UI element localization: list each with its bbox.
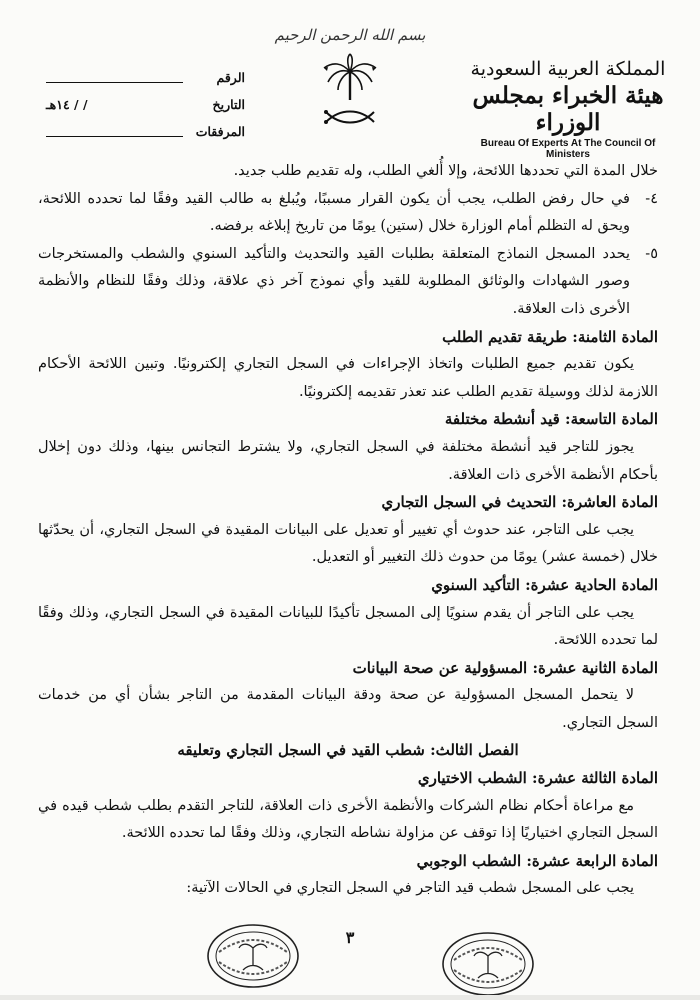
article-12-title: المادة الثانية عشرة: المسؤولية عن صحة البيانات bbox=[352, 658, 658, 677]
letter-meta bbox=[40, 64, 245, 145]
article-10-title: المادة العاشرة: التحديث في السجل التجاري bbox=[381, 493, 658, 512]
list-item-4 bbox=[38, 186, 658, 241]
meta-attachments-row bbox=[40, 118, 245, 145]
official-seal-icon bbox=[205, 922, 301, 990]
number-line bbox=[46, 72, 183, 83]
article-14-title: المادة الرابعة عشرة: الشطب الوجوبي bbox=[416, 851, 658, 870]
org-name-country: المملكة العربية السعودية bbox=[470, 58, 666, 80]
article-8-text: يكون تقديم جميع الطلبات واتخاذ الإجراءات في السجل التجاري إلكترونيًا. وتبين اللائحة الأحكام اللازمة لذلك ووسيلة تقديم الطلب عند تعذر تقديمه إلكترونيًا. bbox=[38, 356, 658, 400]
article-14-text: يجب على المسجل شطب قيد التاجر في السجل التجاري في الحالات الآتية: bbox=[186, 880, 634, 897]
page-number: ٣ bbox=[345, 928, 355, 947]
org-name-english: Bureau Of Experts At The Council Of Ministers bbox=[480, 138, 656, 160]
date-label: التاريخ bbox=[212, 97, 245, 112]
page-bottom-edge bbox=[0, 995, 700, 1000]
article-13-text: مع مراعاة أحكام نظام الشركات والأنظمة الأخرى ذات العلاقة، للتاجر التقدم بطلب شطب قيده في السجل التجاري اختياريًا إذا توقف عن مزاولة نشاطه التجاري، وذلك وفقًا لما تحدده اللائحة. bbox=[38, 797, 658, 842]
attachments-label: المرفقات bbox=[195, 124, 245, 139]
chapter-3-title: الفصل الثالث: شطب القيد في السجل التجاري وتعليقه bbox=[177, 741, 519, 760]
meta-date-row bbox=[40, 91, 245, 118]
list-item-5 bbox=[38, 241, 658, 324]
paragraph-continuation: خلال المدة التي تحددها اللائحة، وإلا أُلغي الطلب، وله تقديم طلب جديد. bbox=[233, 163, 658, 179]
article-13-title: المادة الثالثة عشرة: الشطب الاختياري bbox=[417, 769, 658, 788]
number-label: الرقم bbox=[216, 70, 245, 85]
article-10-text: يجب على التاجر، عند حدوث أي تغيير أو تعديل على البيانات المقيدة في السجل التجاري، أن يحدّثها خلال (خمسة عشر) يومًا من حدوث ذلك التغيير أو التعديل. bbox=[38, 521, 658, 566]
list-item-text: في حال رفض الطلب، يجب أن يكون القرار مسببًا، ويُبلغ به طالب القيد وفقًا لما تحدده اللائحة، ويحق له التظلم أمام الوزارة خلال (ستين) يومًا من تاريخ إبلاغه برفضه. bbox=[38, 190, 630, 235]
organization-block bbox=[458, 58, 678, 160]
attachments-line bbox=[46, 126, 183, 137]
official-seal-icon bbox=[440, 930, 536, 998]
basmala: بسم الله الرحمن الرحيم bbox=[274, 26, 426, 44]
list-item-number: ٤- bbox=[645, 190, 658, 207]
article-9-title: المادة التاسعة: قيد أنشطة مختلفة bbox=[444, 410, 658, 429]
document-body bbox=[38, 158, 658, 903]
article-11-title: المادة الحادية عشرة: التأكيد السنوي bbox=[431, 575, 658, 594]
list-item-number: ٥- bbox=[645, 245, 658, 262]
org-name-bureau: هيئة الخبراء بمجلس الوزراء bbox=[472, 82, 664, 136]
article-8-title: المادة الثامنة: طريقة تقديم الطلب bbox=[442, 327, 658, 346]
palm-swords-emblem-icon bbox=[318, 52, 382, 134]
article-12-text: لا يتحمل المسجل المسؤولية عن صحة ودقة البيانات المقدمة من التاجر بشأن أي من خدمات السجل التجاري. bbox=[38, 687, 658, 731]
article-9-text: يجوز للتاجر قيد أنشطة مختلفة في السجل التجاري، ولا يشترط التجانس بينها، وذلك دون إخلال بأحكام الأنظمة الأخرى ذات العلاقة. bbox=[38, 438, 658, 483]
meta-number-row bbox=[40, 64, 245, 91]
date-value: / / ١٤هـ bbox=[46, 97, 88, 112]
article-11-text: يجب على التاجر أن يقدم سنويًا إلى المسجل تأكيدًا للبيانات المقيدة في السجل التجاري، وذلك وفقًا لما تحدده اللائحة. bbox=[38, 604, 658, 649]
list-item-text: يحدد المسجل النماذج المتعلقة بطلبات القيد والتحديث والتأكيد السنوي والشطب والمستخرجات وصور الشهادات والوثائق المطلوبة للقيد وأي نموذج آخر ذي علاقة، وذلك وفقًا للنظام والأنظمة الأخرى ذات العلاقة. bbox=[38, 245, 630, 317]
